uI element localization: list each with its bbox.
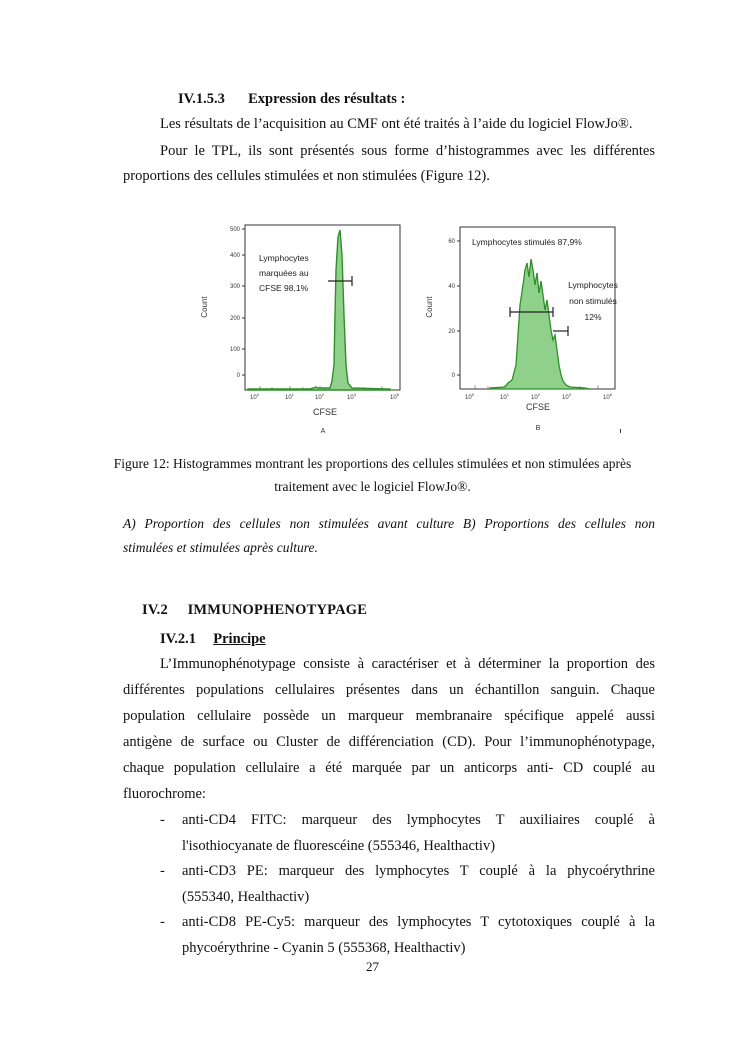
section-number: IV.1.5.3 [178,91,225,107]
y-tick-label: 40 [448,284,455,290]
page-number: 27 [366,959,379,974]
bullet-dash: - [160,812,165,828]
histogram-curve-b [490,259,590,389]
figure-legend-line2: stimulées et stimulées après culture. [123,540,318,555]
x-tick-label: $10^0$ [465,392,474,401]
figure-legend-line1: A) Proportion des cellules non stimulées avant culture B) Proportions des cellules non [123,516,655,531]
bullet-item-1-line1: anti-CD4 FITC: marqueur des lymphocytes T auxiliaires couplé à [182,812,655,828]
x-tick-label: $10^3$ [562,392,571,401]
paragraph-line: Les résultats de l’acquisition au CMF ont été traités à l’aide du logiciel FlowJo®. [160,116,633,132]
annotation-line: CFSE 98,1% [259,283,309,293]
figure-caption-line1: Figure 12: Histogrammes montrant les proportions des cellules stimulées et non stimulées après [113,456,632,471]
bullet-item-3-line1: anti-CD8 PE-Cy5: marqueur des lymphocytes T cytotoxiques couplé à la [182,914,655,930]
y-axis-label: Count [425,296,434,318]
y-tick-label: 20 [448,329,455,335]
figure-12 [190,215,630,440]
x-tick-label: $10^0$ [250,392,259,401]
annotation-right [568,280,618,322]
panel-letter: A [320,428,326,435]
paragraph-line: chaque population cellulaire a été marquée par un anticorps anti- CD couplé au [123,760,655,776]
histogram-panel-a [200,225,400,435]
annotation-line: Lymphocytes [568,280,618,290]
x-tick-label: $10^2$ [315,392,324,401]
section-heading-iv-2-1 [160,630,266,648]
section-title: Expression des résultats : [248,91,406,107]
bullet-item-2-line2: (555340, Healthactiv) [182,889,310,905]
x-tick-label: $10^3$ [347,392,356,401]
annotation-line: non stimulés [569,296,617,306]
bullet-dash: - [160,863,165,879]
paragraph-line: proportions des cellules stimulées et non stimulées (Figure 12). [123,168,490,184]
histogram-panel-b [425,227,621,433]
y-tick-label: 60 [448,239,455,245]
x-tick-label: $10^1$ [500,392,509,401]
paragraph-line: fluorochrome: [123,786,206,802]
section-title: IMMUNOPHENOTYPAGE [187,602,368,618]
paragraph-line: différentes populations cellulaires présentes dans un échantillon sanguin. Chaque [123,682,655,698]
annotation-line: Lymphocytes [259,253,309,263]
y-tick-label: 200 [229,316,240,322]
x-axis-label: CFSE [525,402,551,412]
section-heading-iv-2 [142,601,367,619]
x-tick-label: $10^6$ [603,392,612,401]
bullet-item-1-line2: l'isothiocyanate de fluorescéine (555346, Healthactiv) [182,838,496,854]
x-axis-b [465,392,613,401]
y-tick-label: 500 [229,227,240,233]
annotation-a [259,253,309,293]
paragraph-line: L’Immunophénotypage consiste à caractériser et à déterminer la proportion des [160,656,655,672]
paragraph-line: antigène de surface ou Cluster de différenciation (CD). Pour l’immunophénotypage, [123,734,655,750]
y-axis-a [230,227,245,379]
x-tick-label: $10^6$ [390,392,399,401]
y-tick-label: 0 [236,373,240,379]
annotation-top: Lymphocytes stimulés 87,9% [472,237,582,247]
x-axis-a [250,392,400,401]
bullet-item-2-line1: anti-CD3 PE: marqueur des lymphocytes T couplé à la phycoérythrine [182,863,655,879]
section-heading-iv-1-5-3 [178,90,405,108]
x-axis-label: CFSE [312,407,338,417]
annotation-line: 12% [584,312,602,322]
y-tick-label: 100 [229,347,240,353]
x-tick-label: $10^2$ [531,392,540,401]
plot-frame [245,225,400,390]
figure-caption-line2: traitement avec le logiciel FlowJo®. [274,479,471,494]
section-number: IV.2 [142,602,168,618]
y-tick-label: 0 [451,373,455,379]
paragraph-line: Pour le TPL, ils sont présentés sous forme d’histogrammes avec les différentes [160,143,655,159]
y-axis-label: Count [200,296,209,318]
x-tick-label: $10^1$ [285,392,294,401]
panel-letter: B [535,425,541,432]
y-axis-b [448,239,460,379]
y-tick-label: 400 [229,253,240,259]
section-number: IV.2.1 [160,631,196,647]
bullet-item-3-line2: phycoérythrine - Cyanin 5 (555368, Healthactiv) [182,940,466,956]
paragraph-line: population cellulaire possède un marqueur membranaire spécifique appelé aussi [123,708,655,724]
section-title: Principe [213,631,266,647]
bullet-dash: - [160,914,165,930]
annotation-line: marquées au [259,268,309,278]
y-tick-label: 300 [229,284,240,290]
